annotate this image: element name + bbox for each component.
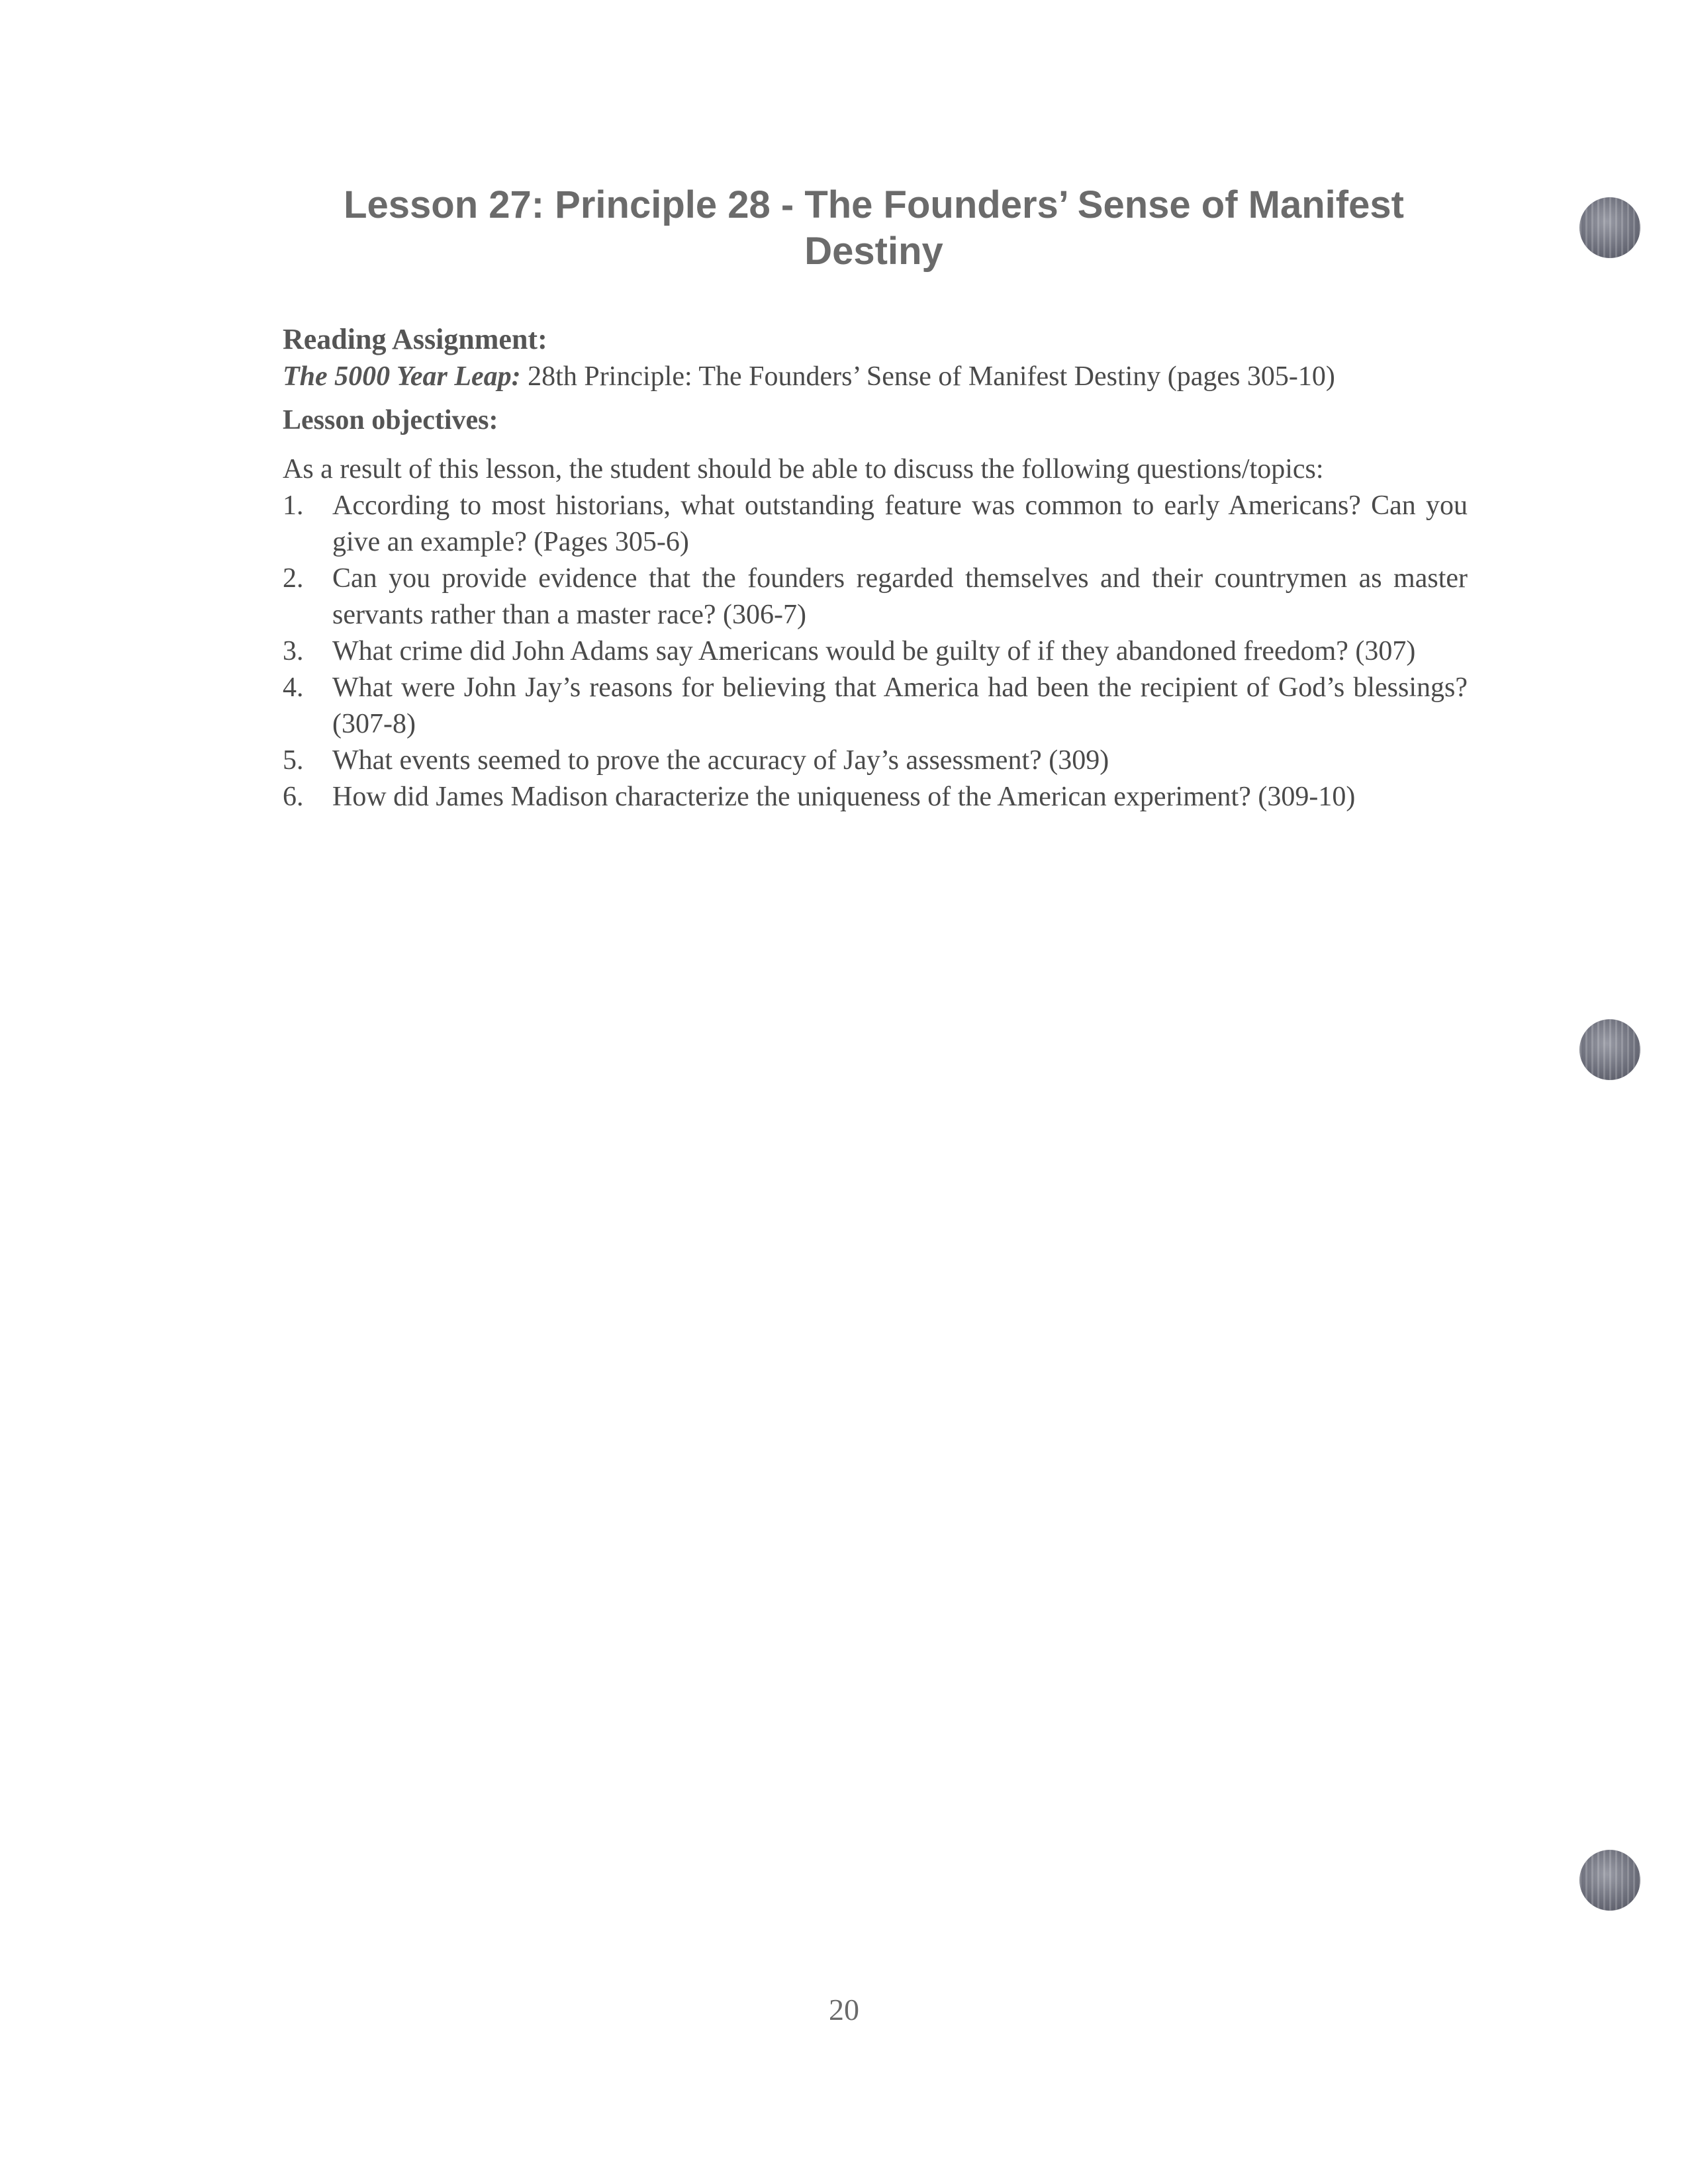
- question-text: What were John Jay’s reasons for believing that America had been the recipient of God’s blessings? (307-8): [332, 672, 1468, 739]
- lesson-title-line-1: Lesson 27: Principle 28 - The Founders’ Sense of Manifest: [344, 183, 1404, 226]
- page-number: 20: [829, 1993, 859, 2026]
- question-text: What events seemed to prove the accuracy of Jay’s assessment? (309): [332, 745, 1109, 776]
- question-text: What crime did John Adams say Americans would be guilty of if they abandoned freedom? (307): [332, 636, 1416, 666]
- reading-assignment-heading: Reading Assignment:: [283, 323, 547, 355]
- question-number: 3.: [283, 636, 304, 666]
- question-number: 1.: [283, 490, 304, 521]
- question-number: 6.: [283, 782, 304, 812]
- lesson-body: [283, 321, 1468, 815]
- question-list: [283, 488, 1468, 815]
- book-title: The 5000 Year Leap:: [283, 361, 521, 392]
- question-item-6: [283, 779, 1468, 815]
- question-item-4: [283, 670, 1468, 743]
- binder-hole-icon: [1579, 1850, 1640, 1911]
- lesson-title-line-2: Destiny: [804, 230, 943, 273]
- question-number: 4.: [283, 672, 304, 703]
- lesson-title: [291, 182, 1456, 275]
- question-number: 5.: [283, 745, 304, 776]
- reading-assignment-text: [283, 358, 1468, 395]
- question-item-3: [283, 633, 1468, 670]
- binder-hole-icon: [1579, 1019, 1640, 1080]
- question-item-5: [283, 743, 1468, 779]
- lesson-objectives-heading: Lesson objectives:: [283, 405, 498, 435]
- question-text: How did James Madison characterize the uniqueness of the American experiment? (309-10): [332, 782, 1356, 812]
- question-item-2: [283, 561, 1468, 633]
- objectives-intro: As a result of this lesson, the student should be able to discuss the following questions/topics:: [283, 454, 1324, 484]
- binder-hole-icon: [1579, 197, 1640, 258]
- assignment-detail: 28th Principle: The Founders’ Sense of Manifest Destiny (pages 305-10): [520, 361, 1335, 392]
- question-text: According to most historians, what outstanding feature was common to early Americans? Can you give an example? (Pages 305-6): [332, 490, 1468, 557]
- question-number: 2.: [283, 563, 304, 594]
- question-text: Can you provide evidence that the founders regarded themselves and their countrymen as master servants rather than a master race? (306-7): [332, 563, 1468, 630]
- question-item-1: [283, 488, 1468, 561]
